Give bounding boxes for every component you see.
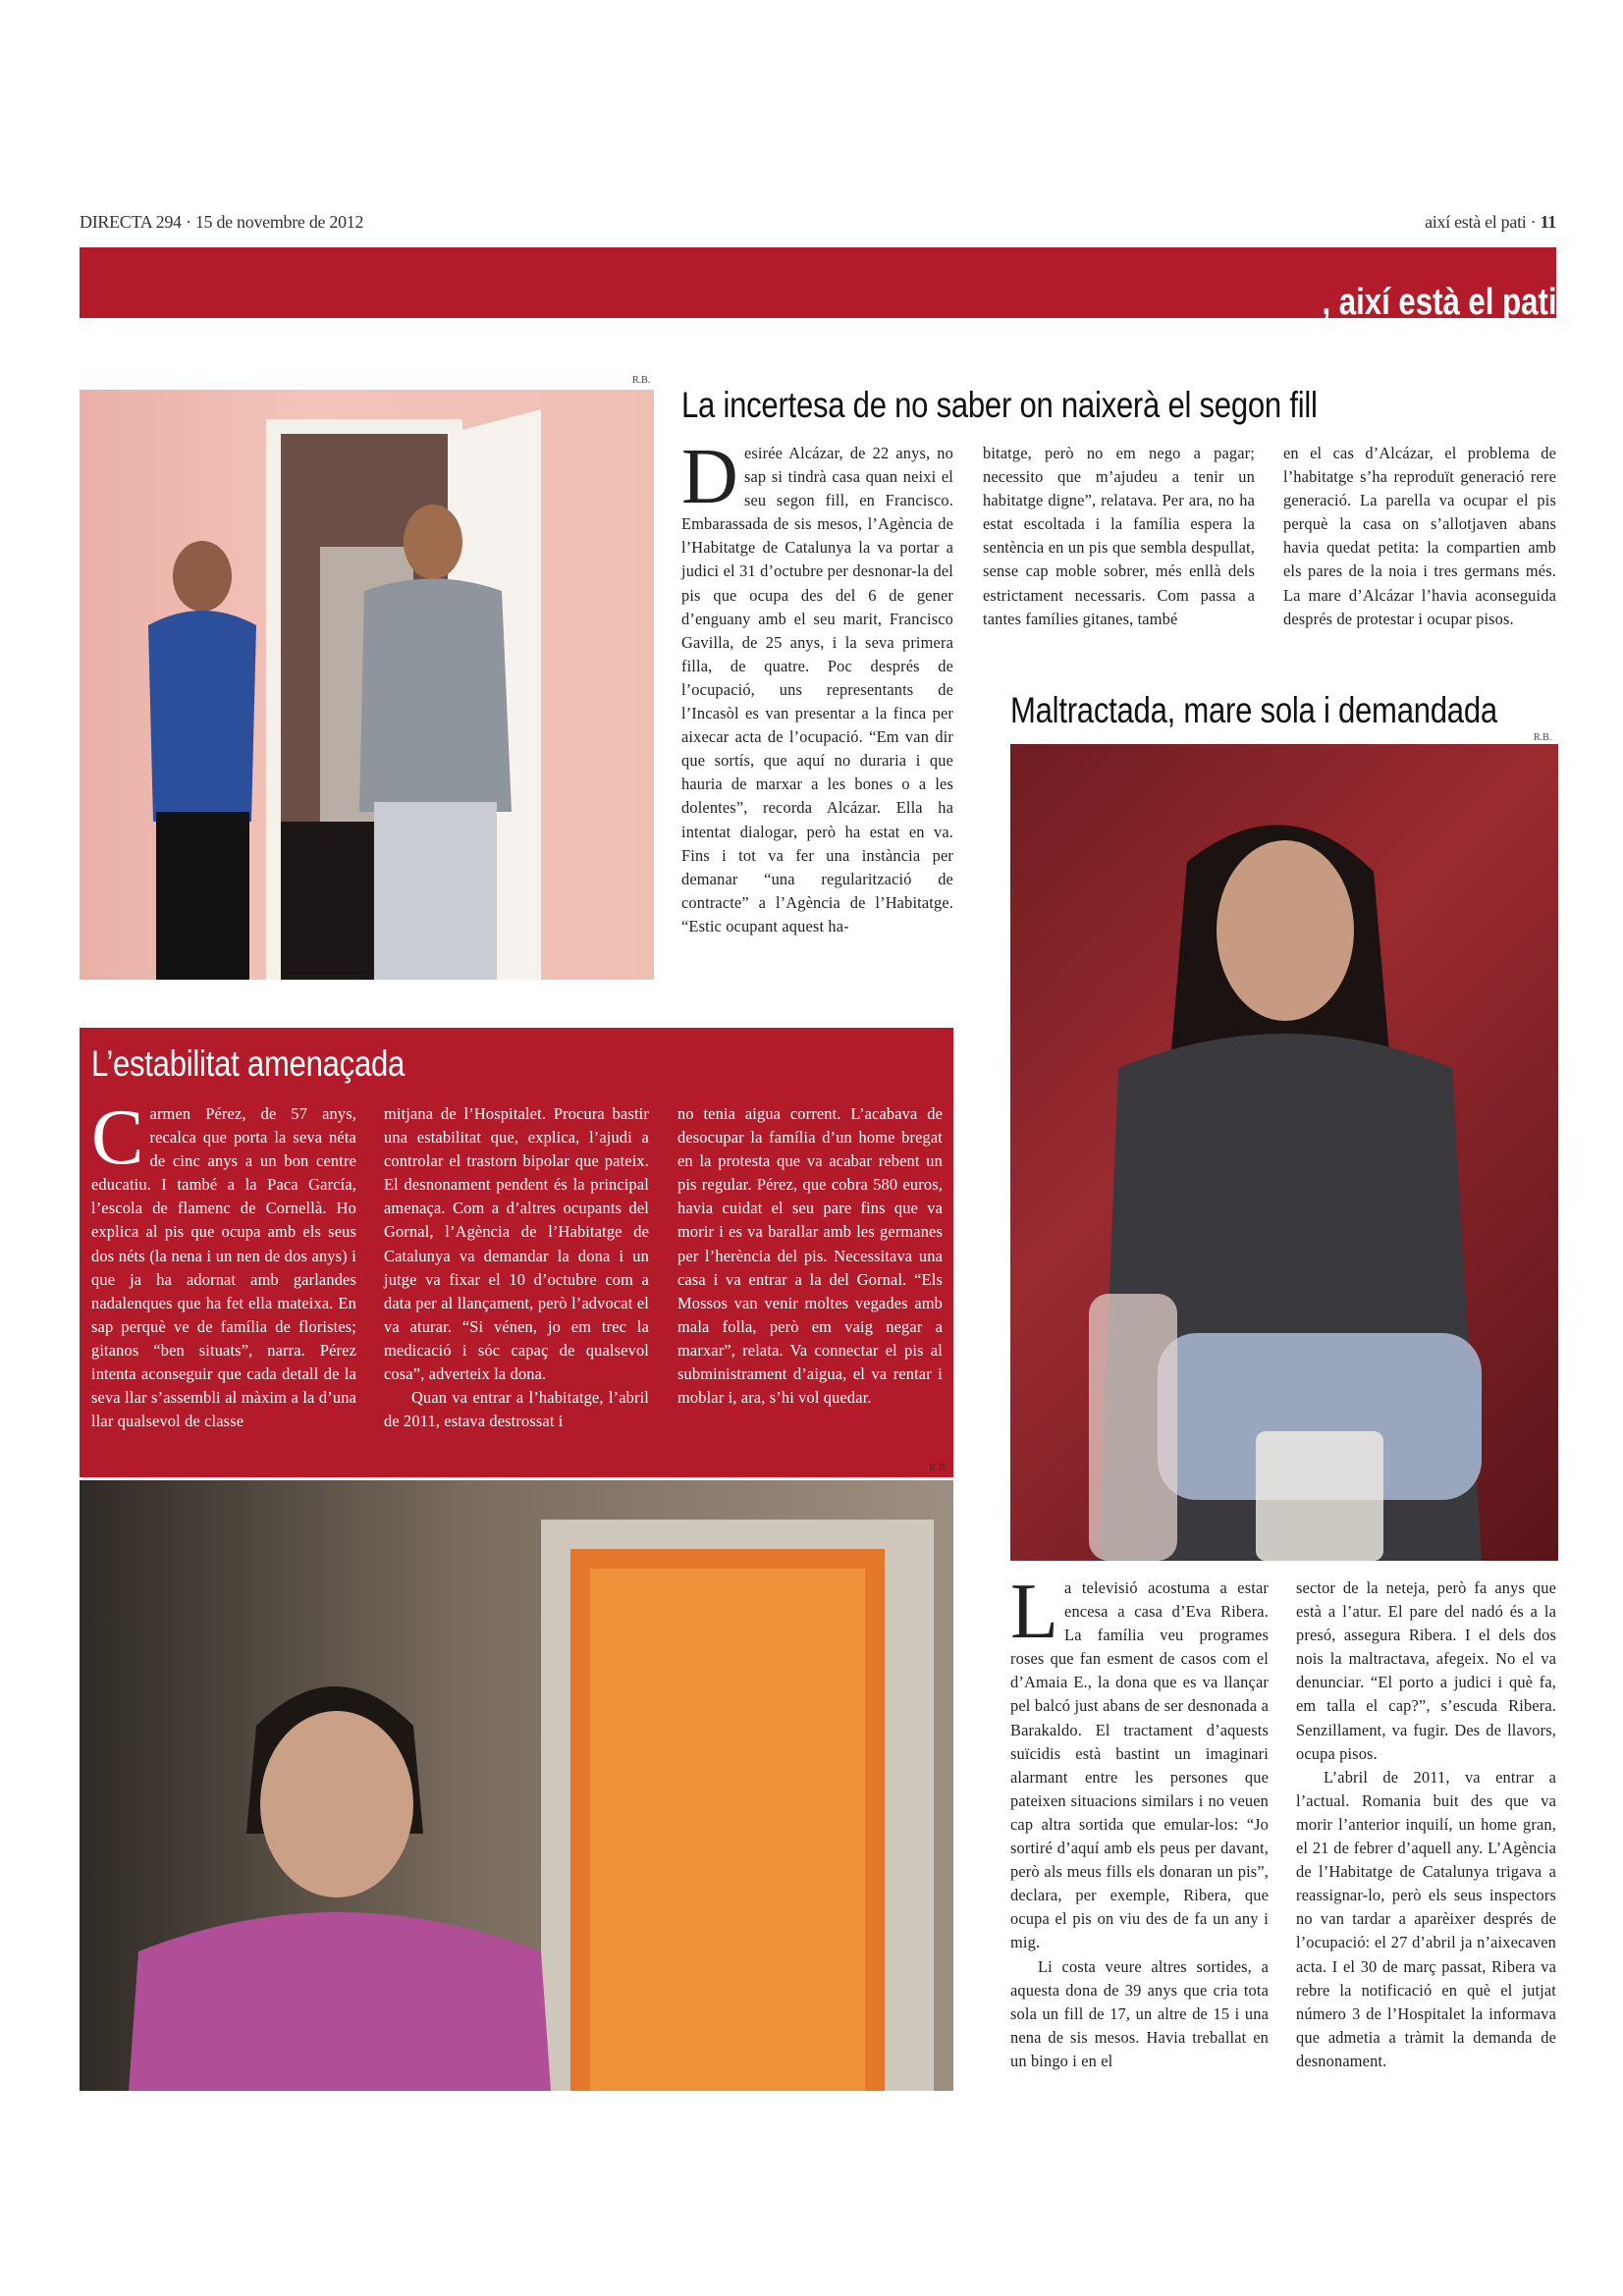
paragraph: a televisió acostuma a estar encesa a casa d’Eva Ribera. La família veu programes roses que fan esment de casos com el d’Amaia E., la dona que es va llançar pel balcó just abans de ser desnonada a Barakaldo. El tractament d’aquests suïcidis està bastint un imaginari alarmant entre les persones que pateixen situacions similars i no veuen cap altra sortida que emular-los: “Jo sortiré d’aquí amb els peus per davant, però als meus fills els donaran un pis”, declara, per exemple, Ribera, que ocupa el pis on viu des de fa un any i mig. [1010, 1578, 1269, 1952]
section-banner [80, 247, 1556, 323]
article-headline: La incertesa de no saber on naixerà el segon fill [681, 385, 1318, 425]
article-column [1296, 1576, 1556, 2073]
article-column [1010, 1569, 1269, 2073]
drop-cap: C [91, 1095, 144, 1181]
paragraph: en el cas d’Alcázar, el problema de l’habitatge s’ha reproduït generació rere generació. La parella va ocupar el pis perquè la casa on s’allotjaven abans havia quedat petita: la compartien amb els pares de la noia i tres germans més. La mare d’Alcázar l’havia aconseguida després de protestar i ocupar pisos. [1283, 444, 1556, 628]
photo-couple-illustration [80, 390, 654, 980]
section-banner-title: , així està el pati [1321, 282, 1556, 323]
photo-couple-doorway [80, 390, 654, 980]
page-number: 11 [1540, 212, 1556, 232]
article-column [677, 1102, 943, 1410]
paragraph: L’abril de 2011, va entrar a l’actual. Romania buit des que va morir l’anterior inquilí, un home gran, el 21 de febrer d’aquell any. L’Agència de l’Habitatge de Catalunya trigava a reassignar-lo, però els seus inspectors no van tardar a aparèixer després de l’ocupació: el 27 d’abril ja n’aixecaven acta. I el 30 de març passat, Ribera va rebre la notificació en què el jutjat número 3 de l’Hospitalet la informava que admetia a tràmit la demanda de desnonament. [1296, 1767, 1556, 2070]
paragraph: Quan va entrar a l’habitatge, l’abril de 2011, estava destrossat i [384, 1388, 649, 1431]
drop-cap: D [681, 434, 738, 520]
photo-credit: R.B. [929, 1463, 947, 1473]
drop-cap: L [1010, 1569, 1059, 1655]
section-name: així està el pati [1425, 212, 1527, 232]
photo-older-woman [80, 1480, 953, 2091]
article-column [384, 1102, 649, 1433]
paragraph: Li costa veure altres sortides, a aquesta dona de 39 anys que cria tota sola un fill de 17, un altre de 15 i una nena de sis mesos. Havia treballat en un bingo i en el [1010, 1956, 1269, 2070]
paragraph: bitatge, però no em nego a pagar; necessito que m’ajudeu a tenir un habitatge digne”, relatava. Per ara, no ha estat escoltada i la família espera la sentència en un pis que sembla despullat, sense cap moble sobrer, més enllà dels estrictament necessaris. Com passa a tantes famílies gitanes, també [983, 444, 1255, 628]
article-column [681, 434, 953, 938]
photo-older-woman-illustration [80, 1480, 953, 2091]
article-column [983, 442, 1255, 631]
article-headline: L’estabilitat amenaçada [91, 1043, 406, 1084]
paragraph: sector de la neteja, però fa anys que està a l’atur. El pare del nadó és a la presó, assegura Ribera. I el dels dos nois la maltractava, afegeix. No el va denunciar. “El porto a judici i què fa, em talla el cap?”, s’escuda Ribera. Senzillament, va fugir. Des de llavors, ocupa pisos. [1296, 1578, 1556, 1763]
photo-credit: R.B. [632, 375, 651, 386]
paragraph: mitjana de l’Hospitalet. Procura bastir una estabilitat que, explica, l’ajudi a controlar el trastorn bipolar que pateix. El desnonament pendent és la principal amenaça. Com a d’altres ocupants del Gornal, l’Agència de l’Habitatge de Catalunya va demandar la dona i un jutge va fixar el 10 d’octubre com a data per al llançament, però l’advocat el va aturar. “Si vénen, jo em trec la medicació i sóc capaç de qualsevol cosa”, adverteix la dona. [384, 1104, 649, 1384]
photo-woman-illustration [1010, 744, 1558, 1561]
article-headline: Maltractada, mare sola i demandada [1010, 690, 1497, 730]
paragraph: esirée Alcázar, de 22 anys, no sap si tindrà casa quan neixi el seu segon fill, en Francisco. Embarassada de sis mesos, l’Agència de l’Habitatge de Catalunya la va portar a judici el 31 d’octubre per desnonar-la del pis que ocupa des del 6 de gener d’enguany amb el seu marit, Francisco Gavilla, de 25 anys, i la seva primera filla, de quatre. Poc després de l’ocupació, uns representants de l’Incasòl es van presentar a la finca per aixecar acta de l’ocupació. “Em van dir que sortís, que aquí no duraria i que hauria de marxar a les bones o a les dolentes”, recorda Alcázar. Ella ha intentat dialogar, però ha estat en va. Fins i tot va fer una instància per demanar “una regularització de contracte” a l’Agència de l’Habitatge. “Estic ocupant aquest ha- [681, 444, 953, 935]
article-column [1283, 442, 1556, 631]
photo-woman-portrait [1010, 744, 1558, 1561]
sidebar-box [80, 1028, 953, 1477]
folio-left: DIRECTA 294 · 15 de novembre de 2012 [80, 212, 364, 232]
photo-credit: R.B. [1534, 732, 1552, 743]
folio-right: així està el pati · 11 [1425, 212, 1556, 232]
paragraph: armen Pérez, de 57 anys, recalca que porta la seva néta de cinc anys a un bon centre educatiu. I també a la Paca García, l’escola de flamenc de Cornellà. Ho explica al pis que ocupa amb els seus dos néts (la nena i un nen de dos anys) i que ja ha adornat amb garlandes nadalenques que ha fet ella mateixa. En sap perquè ve de família de floristes; gitanos “ben situats”, narra. Pérez intenta aconseguir que cada detall de la seva llar s’assembli al màxim a la d’una llar qualsevol de classe [91, 1104, 356, 1431]
article-column [91, 1095, 356, 1433]
paragraph: no tenia aigua corrent. L’acabava de desocupar la família d’un home bregat en la protesta que va acabar rebent un pis regular. Pérez, que cobra 580 euros, havia cuidat el seu pare fins que va morir i es va barallar amb les germanes per l’herència del pis. Necessitava una casa i va entrar a la del Gornal. “Els Mossos van venir moltes vegades amb mala folla, però em vaig negar a marxar”, relata. Va connectar el pis al subministrament d’aigua, el va rentar i moblar i, ara, s’hi vol quedar. [677, 1104, 943, 1408]
